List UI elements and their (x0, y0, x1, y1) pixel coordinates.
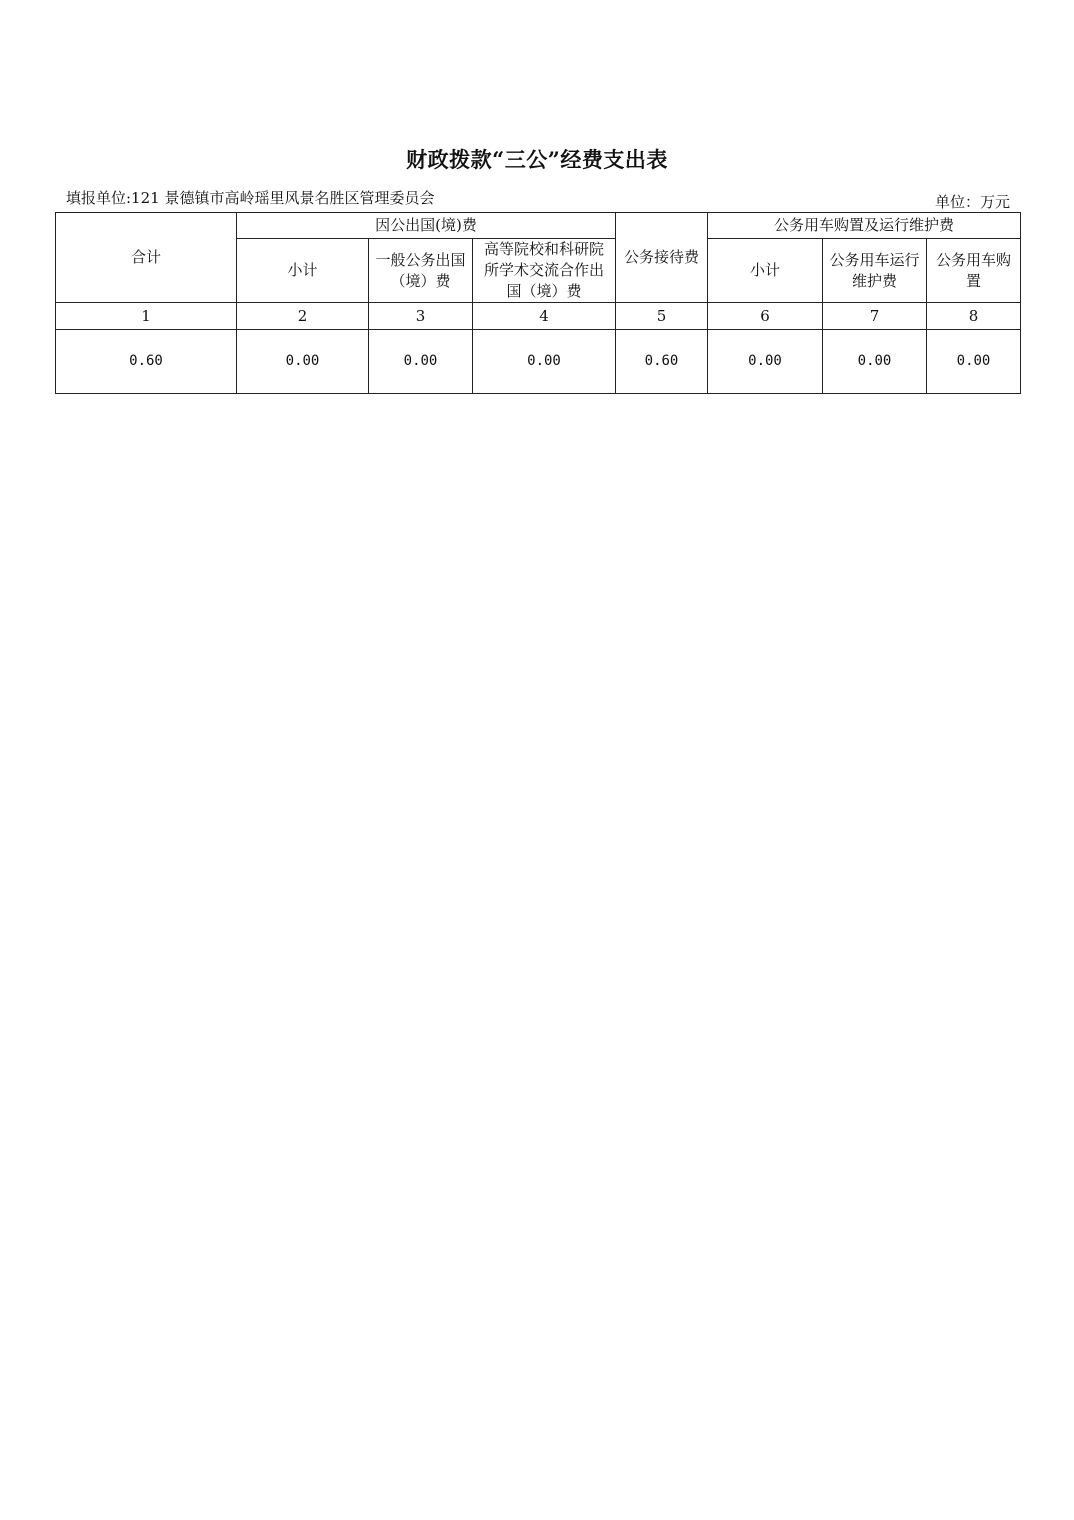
value-cell: 0.00 (927, 330, 1021, 394)
header-vehicle-group: 公务用车购置及运行维护费 (708, 213, 1021, 239)
index-cell: 2 (237, 303, 369, 330)
header-travel-academic: 高等院校和科研院所学术交流合作出国（境）费 (473, 239, 616, 303)
index-cell: 8 (927, 303, 1021, 330)
header-vehicle-purchase: 公务用车购置 (927, 239, 1021, 303)
index-cell: 4 (473, 303, 616, 330)
header-reception: 公务接待费 (616, 213, 708, 303)
value-cell: 0.00 (237, 330, 369, 394)
value-cell: 0.60 (616, 330, 708, 394)
header-travel-subtotal: 小计 (237, 239, 369, 303)
index-cell: 3 (369, 303, 473, 330)
expense-table (55, 212, 1021, 394)
value-cell: 0.00 (708, 330, 823, 394)
value-cell: 0.00 (473, 330, 616, 394)
header-travel-general: 一般公务出国（境）费 (369, 239, 473, 303)
value-cell: 0.00 (823, 330, 927, 394)
header-travel-group: 因公出国(境)费 (237, 213, 616, 239)
header-vehicle-operation: 公务用车运行维护费 (823, 239, 927, 303)
reporting-unit: 填报单位:121 景德镇市高岭瑶里风景名胜区管理委员会 (66, 189, 435, 207)
header-total: 合计 (56, 213, 237, 303)
index-cell: 5 (616, 303, 708, 330)
header-row-group (56, 213, 1021, 239)
index-row (56, 303, 1021, 330)
value-cell: 0.60 (56, 330, 237, 394)
header-vehicle-subtotal: 小计 (708, 239, 823, 303)
index-cell: 7 (823, 303, 927, 330)
unit-label: 单位：万元 (934, 193, 1010, 211)
page-title: 财政拨款“三公”经费支出表 (406, 147, 668, 172)
value-cell: 0.00 (369, 330, 473, 394)
index-cell: 1 (56, 303, 237, 330)
value-row (56, 330, 1021, 394)
index-cell: 6 (708, 303, 823, 330)
